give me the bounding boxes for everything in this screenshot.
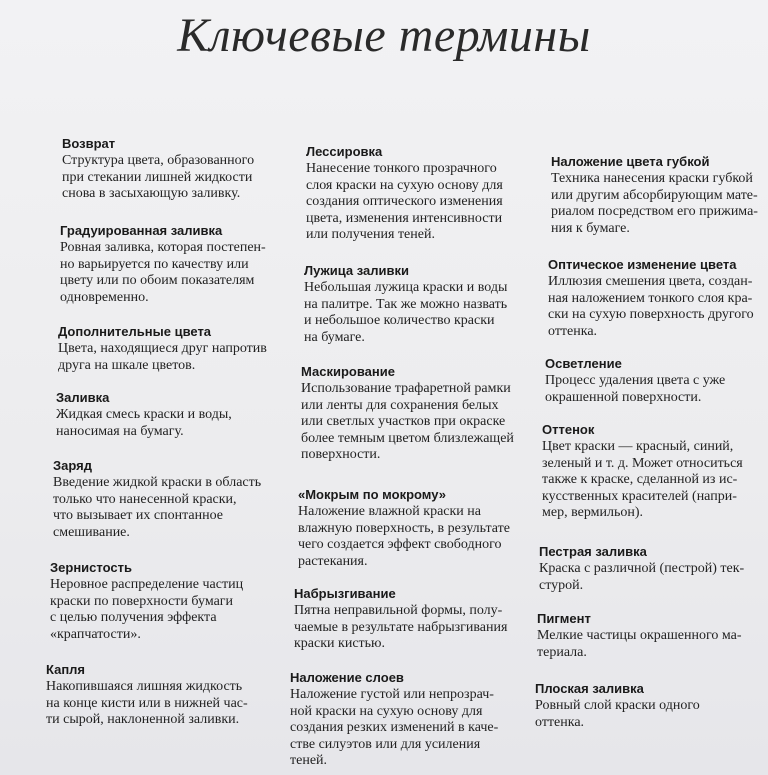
glossary-entry <box>539 543 760 594</box>
glossary-entry <box>56 389 291 440</box>
term-definition: Неровное распределение частиц краски по поверхности бумаги с целью получения эффекта «крапчатости». <box>50 577 244 642</box>
term-definition: Нанесение тонкого прозрачного слоя краски на сухую основу для создания оптического изменения цвета, изменения интенсивности или получения теней. <box>306 161 503 242</box>
term-definition: Процесс удаления цвета с уже окрашенной поверхности. <box>545 373 726 405</box>
glossary-entry <box>542 421 763 522</box>
term-definition: Цвет краски — красный, синий, зеленый и т. д. Может относиться также к краске, сделанной из ис- кусственных красителей (напри- мер, вермильон). <box>542 439 743 520</box>
glossary-entry <box>545 355 763 406</box>
term-heading: Капля <box>46 662 86 677</box>
term-heading: Оттенок <box>542 422 595 437</box>
glossary-entry <box>535 680 756 731</box>
term-definition: Структура цвета, образованного при стекании лишней жидкости снова в засыхающую заливку. <box>62 153 255 201</box>
term-definition: Жидкая смесь краски и воды, наносимая на бумагу. <box>56 407 232 439</box>
term-definition: Небольшая лужица краски и воды на палитре. Так же можно назвать и небольшое количество краски на бумаге. <box>304 280 508 345</box>
term-definition: Ровный слой краски одного оттенка. <box>535 698 700 730</box>
glossary-entry <box>53 457 288 541</box>
glossary-entry <box>294 585 534 653</box>
term-heading: Дополнительные цвета <box>58 324 212 339</box>
term-definition: Наложение густой или непрозрач- ной краски на сухую основу для создания резких изменений в каче- стве силуэтов или для усиления теней. <box>290 687 499 768</box>
term-heading: Наложение цвета губкой <box>551 154 710 169</box>
term-heading: Оптическое изменение цвета <box>548 257 737 272</box>
term-definition: Техника нанесения краски губкой или другим абсорбирующим мате- риалом посредством его прижима- ния к бумаге. <box>551 171 758 236</box>
glossary-entry <box>60 222 295 306</box>
term-heading: Заливка <box>56 390 110 405</box>
term-heading: Заряд <box>53 458 92 473</box>
term-heading: Возврат <box>62 136 116 151</box>
term-definition: Использование трафаретной рамки или ленты для сохранения белых или светлых участков при окраске более темным цветом близлежащей поверхности. <box>301 381 514 462</box>
glossary-entry <box>551 153 766 237</box>
term-heading: Зернистость <box>50 560 132 575</box>
glossary-entry <box>537 610 758 661</box>
term-definition: Наложение влажной краски на влажную поверхность, в результате чего создается эффект свободного растекания. <box>298 504 510 569</box>
glossary-entry <box>301 363 541 464</box>
glossary-entry <box>304 262 544 346</box>
glossary-entry <box>548 256 766 340</box>
glossary-entry <box>298 486 538 570</box>
term-heading: Лужица заливки <box>304 263 409 278</box>
term-definition: Цвета, находящиеся друг напротив друга на шкале цветов. <box>58 341 267 373</box>
term-definition: Пятна неправильной формы, полу- чаемые в результате набрызгивания краски кистью. <box>294 603 508 651</box>
term-definition: Иллюзия смешения цвета, создан- ная наложением тонкого слоя кра- ски на сухую поверхность другого оттенка. <box>548 274 754 339</box>
glossary-entry <box>306 143 546 244</box>
glossary-entry <box>58 323 293 374</box>
term-heading: Наложение слоев <box>290 670 404 685</box>
glossary-entry <box>46 661 281 729</box>
term-heading: Маскирование <box>301 364 395 379</box>
page-title: Ключевые термины <box>177 9 591 62</box>
glossary-entry <box>62 135 297 203</box>
term-heading: Пестрая заливка <box>539 544 647 559</box>
term-definition: Ровная заливка, которая постепен- но варьируется по качеству или цвету или по обоим показателям одновременно. <box>60 240 266 305</box>
glossary-entry <box>50 559 285 643</box>
term-heading: Плоская заливка <box>535 681 644 696</box>
term-heading: «Мокрым по мокрому» <box>298 487 447 502</box>
term-heading: Осветление <box>545 356 622 371</box>
term-definition: Краска с различной (пестрой) тек- стурой. <box>539 561 745 593</box>
term-heading: Набрызгивание <box>294 586 396 601</box>
glossary-entry <box>290 669 530 770</box>
term-definition: Накопившаяся лишняя жидкость на конце кисти или в нижней час- ти сырой, наклоненной заливки. <box>46 679 248 727</box>
term-heading: Пигмент <box>537 611 591 626</box>
term-heading: Градуированная заливка <box>60 223 223 238</box>
term-heading: Лессировка <box>306 144 383 159</box>
term-definition: Введение жидкой краски в область только что нанесенной краски, что вызывает их спонтанное смешивание. <box>53 475 262 540</box>
term-definition: Мелкие частицы окрашенного ма- териала. <box>537 628 742 660</box>
